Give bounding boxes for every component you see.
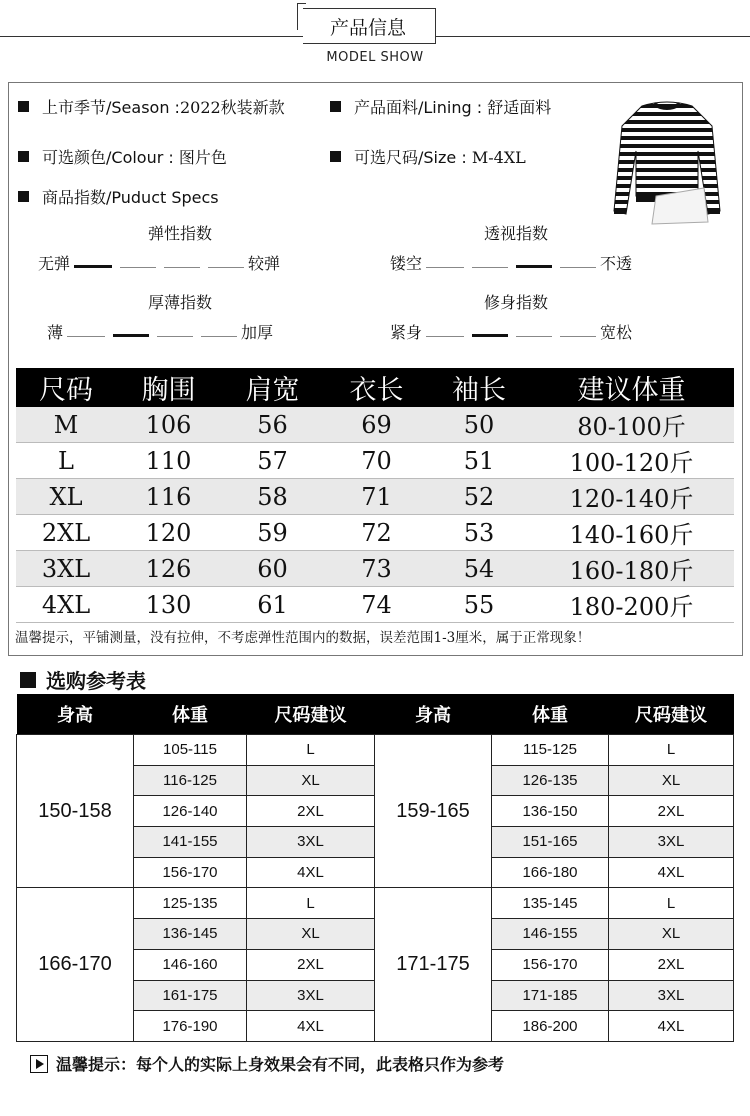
size-cell: 61: [221, 587, 324, 623]
size-cell: 3XL: [16, 551, 116, 587]
size-cell: 53: [429, 515, 529, 551]
size-suggest-cell: XL: [247, 919, 375, 950]
colour-value: 图片色: [178, 148, 227, 167]
guide-row: [17, 735, 734, 766]
scale-segment: [560, 336, 596, 337]
size-cell: 126: [116, 551, 221, 587]
weight-cell: 105-115: [134, 735, 247, 766]
guide-header: [17, 694, 734, 735]
scale-left-label: 薄: [47, 323, 64, 342]
size-cell: 59: [221, 515, 324, 551]
bullet-square-icon: [18, 191, 29, 202]
size-cell: 180-200斤: [529, 587, 734, 623]
scale-track: [70, 253, 248, 272]
weight-cell: 161-175: [134, 980, 247, 1011]
season-label: 上市季节/Season :: [42, 98, 180, 117]
colour-label: 可选颜色/Colour :: [42, 148, 174, 167]
bullet-square-icon: [330, 101, 341, 112]
scale-segment: [426, 267, 464, 268]
size-row: [16, 407, 734, 443]
size-cell: 58: [221, 479, 324, 515]
height-cell: 159-165: [375, 735, 492, 888]
weight-cell: 186-200: [492, 1011, 609, 1042]
size-cell: 160-180斤: [529, 551, 734, 587]
size-suggest-cell: L: [609, 888, 734, 919]
size-chart-header: [16, 368, 734, 407]
season-value: 2022秋装新款: [179, 98, 285, 117]
size-suggest-cell: 3XL: [609, 827, 734, 858]
size-cell: 106: [116, 407, 221, 443]
weight-cell: 156-170: [492, 949, 609, 980]
size-row: [330, 145, 526, 168]
size-cell: 110: [116, 443, 221, 479]
size-cell: 120: [116, 515, 221, 551]
size-chart-table: [16, 368, 734, 623]
size-suggest-cell: 3XL: [609, 980, 734, 1011]
size-suggest-cell: 2XL: [609, 796, 734, 827]
fit-scale: [390, 320, 632, 343]
size-cell: 4XL: [16, 587, 116, 623]
lining-label: 产品面料/Lining :: [354, 98, 483, 117]
weight-cell: 135-145: [492, 888, 609, 919]
scale-right-label: 较弹: [248, 254, 281, 273]
size-cell: 80-100斤: [529, 407, 734, 443]
size-row: [16, 551, 734, 587]
weight-cell: 136-150: [492, 796, 609, 827]
scale-marker: [516, 265, 552, 268]
size-cell: 71: [324, 479, 429, 515]
size-row: [16, 587, 734, 623]
weight-cell: 115-125: [492, 735, 609, 766]
weight-cell: 151-165: [492, 827, 609, 858]
size-cell: L: [16, 443, 116, 479]
weight-cell: 176-190: [134, 1011, 247, 1042]
height-cell: 150-158: [17, 735, 134, 888]
weight-cell: 146-155: [492, 919, 609, 950]
header-subtitle: MODEL SHOW: [326, 50, 424, 65]
col-header: 袖长: [429, 368, 529, 407]
scale-marker: [74, 265, 112, 268]
size-cell: 60: [221, 551, 324, 587]
header-rule-left: [0, 36, 303, 37]
lining-value: 舒适面料: [487, 98, 552, 117]
size-label: 可选尺码/Size :: [354, 148, 467, 167]
size-cell: 73: [324, 551, 429, 587]
col-header: 肩宽: [221, 368, 324, 407]
scale-segment: [426, 336, 464, 337]
col-header: 尺码建议: [247, 694, 375, 735]
size-cell: 120-140斤: [529, 479, 734, 515]
header-rule-right: [436, 36, 750, 37]
bullet-square-icon: [330, 151, 341, 162]
col-header: 体重: [134, 694, 247, 735]
specs-label: 商品指数/Puduct Specs: [42, 188, 219, 207]
size-cell: 140-160斤: [529, 515, 734, 551]
bullet-square-icon: [18, 101, 29, 112]
scale-segment: [208, 267, 244, 268]
size-cell: 52: [429, 479, 529, 515]
size-suggest-cell: XL: [609, 765, 734, 796]
guide-row: [17, 888, 734, 919]
size-row: [16, 443, 734, 479]
size-suggest-cell: 2XL: [247, 796, 375, 827]
height-cell: 171-175: [375, 888, 492, 1041]
col-header: 尺码建议: [609, 694, 734, 735]
size-cell: 116: [116, 479, 221, 515]
scale-right-label: 加厚: [241, 323, 274, 342]
size-suggest-cell: 4XL: [247, 1011, 375, 1042]
size-suggest-cell: 2XL: [609, 949, 734, 980]
col-header: 身高: [375, 694, 492, 735]
scale-segment: [472, 267, 508, 268]
size-cell: 51: [429, 443, 529, 479]
bullet-square-icon: [20, 672, 36, 688]
size-cell: XL: [16, 479, 116, 515]
guide-title-text: 选购参考表: [46, 669, 146, 693]
season-row: [18, 95, 285, 118]
size-cell: 50: [429, 407, 529, 443]
size-cell: 56: [221, 407, 324, 443]
size-cell: 70: [324, 443, 429, 479]
size-suggest-cell: 4XL: [609, 1011, 734, 1042]
scale-marker: [472, 334, 508, 337]
scale-marker: [113, 334, 149, 337]
weight-cell: 141-155: [134, 827, 247, 858]
size-suggest-cell: L: [609, 735, 734, 766]
scale-left-label: 紧身: [390, 323, 423, 342]
size-cell: 57: [221, 443, 324, 479]
measurement-note: 温馨提示，平铺测量，没有拉伸，不考虑弹性范围内的数据，误差范围1-3厘米，属于正常现象！: [15, 630, 591, 646]
scale-left-label: 镂空: [390, 254, 423, 273]
index-title-elasticity: 弹性指数: [147, 224, 212, 243]
size-cell: 130: [116, 587, 221, 623]
size-value: M-4XL: [471, 148, 526, 167]
weight-cell: 125-135: [134, 888, 247, 919]
size-row: [16, 515, 734, 551]
scale-segment: [157, 336, 193, 337]
elasticity-scale: [38, 251, 280, 274]
size-cell: 54: [429, 551, 529, 587]
purchase-guide-table: [16, 694, 734, 1042]
scale-right-label: 宽松: [600, 323, 633, 342]
weight-cell: 171-185: [492, 980, 609, 1011]
striped-sweatshirt-image: [612, 96, 722, 226]
bullet-square-icon: [18, 151, 29, 162]
colour-row: [18, 145, 227, 168]
col-header: 建议体重: [529, 368, 734, 407]
header-title: 产品信息: [329, 17, 406, 39]
size-cell: 2XL: [16, 515, 116, 551]
index-title-transparency: 透视指数: [483, 224, 548, 243]
weight-cell: 136-145: [134, 919, 247, 950]
col-header: 胸围: [116, 368, 221, 407]
scale-segment: [67, 336, 105, 337]
size-suggest-cell: 2XL: [247, 949, 375, 980]
weight-cell: 166-180: [492, 857, 609, 888]
weight-cell: 146-160: [134, 949, 247, 980]
footer-note: [30, 1052, 504, 1075]
weight-cell: 156-170: [134, 857, 247, 888]
col-header: 身高: [17, 694, 134, 735]
size-suggest-cell: 4XL: [609, 857, 734, 888]
weight-cell: 126-135: [492, 765, 609, 796]
scale-track: [422, 253, 600, 272]
height-cell: 166-170: [17, 888, 134, 1041]
weight-cell: 126-140: [134, 796, 247, 827]
index-title-thickness: 厚薄指数: [147, 293, 212, 312]
lining-row: [330, 95, 551, 118]
scale-left-label: 无弹: [38, 254, 71, 273]
size-cell: 100-120斤: [529, 443, 734, 479]
size-cell: M: [16, 407, 116, 443]
scale-segment: [560, 267, 596, 268]
specs-row: [18, 185, 219, 208]
weight-cell: 116-125: [134, 765, 247, 796]
col-header: 衣长: [324, 368, 429, 407]
col-header: 体重: [492, 694, 609, 735]
scale-track: [63, 322, 241, 341]
size-suggest-cell: 4XL: [247, 857, 375, 888]
size-cell: 74: [324, 587, 429, 623]
transparency-scale: [390, 251, 632, 274]
scale-right-label: 不透: [600, 254, 633, 273]
size-suggest-cell: 3XL: [247, 980, 375, 1011]
size-row: [16, 479, 734, 515]
play-arrow-icon: [30, 1055, 48, 1073]
guide-title: [20, 665, 146, 694]
scale-segment: [201, 336, 237, 337]
scale-segment: [120, 267, 156, 268]
size-suggest-cell: 3XL: [247, 827, 375, 858]
col-header: 尺码: [16, 368, 116, 407]
size-suggest-cell: L: [247, 888, 375, 919]
size-cell: 72: [324, 515, 429, 551]
thickness-scale: [47, 320, 273, 343]
footer-text: 温馨提示：每个人的实际上身效果会有不同，此表格只作为参考: [56, 1055, 505, 1074]
scale-track: [422, 322, 600, 341]
size-suggest-cell: L: [247, 735, 375, 766]
size-suggest-cell: XL: [609, 919, 734, 950]
scale-segment: [164, 267, 200, 268]
size-cell: 69: [324, 407, 429, 443]
index-title-fit: 修身指数: [483, 293, 548, 312]
size-suggest-cell: XL: [247, 765, 375, 796]
size-cell: 55: [429, 587, 529, 623]
scale-segment: [516, 336, 552, 337]
